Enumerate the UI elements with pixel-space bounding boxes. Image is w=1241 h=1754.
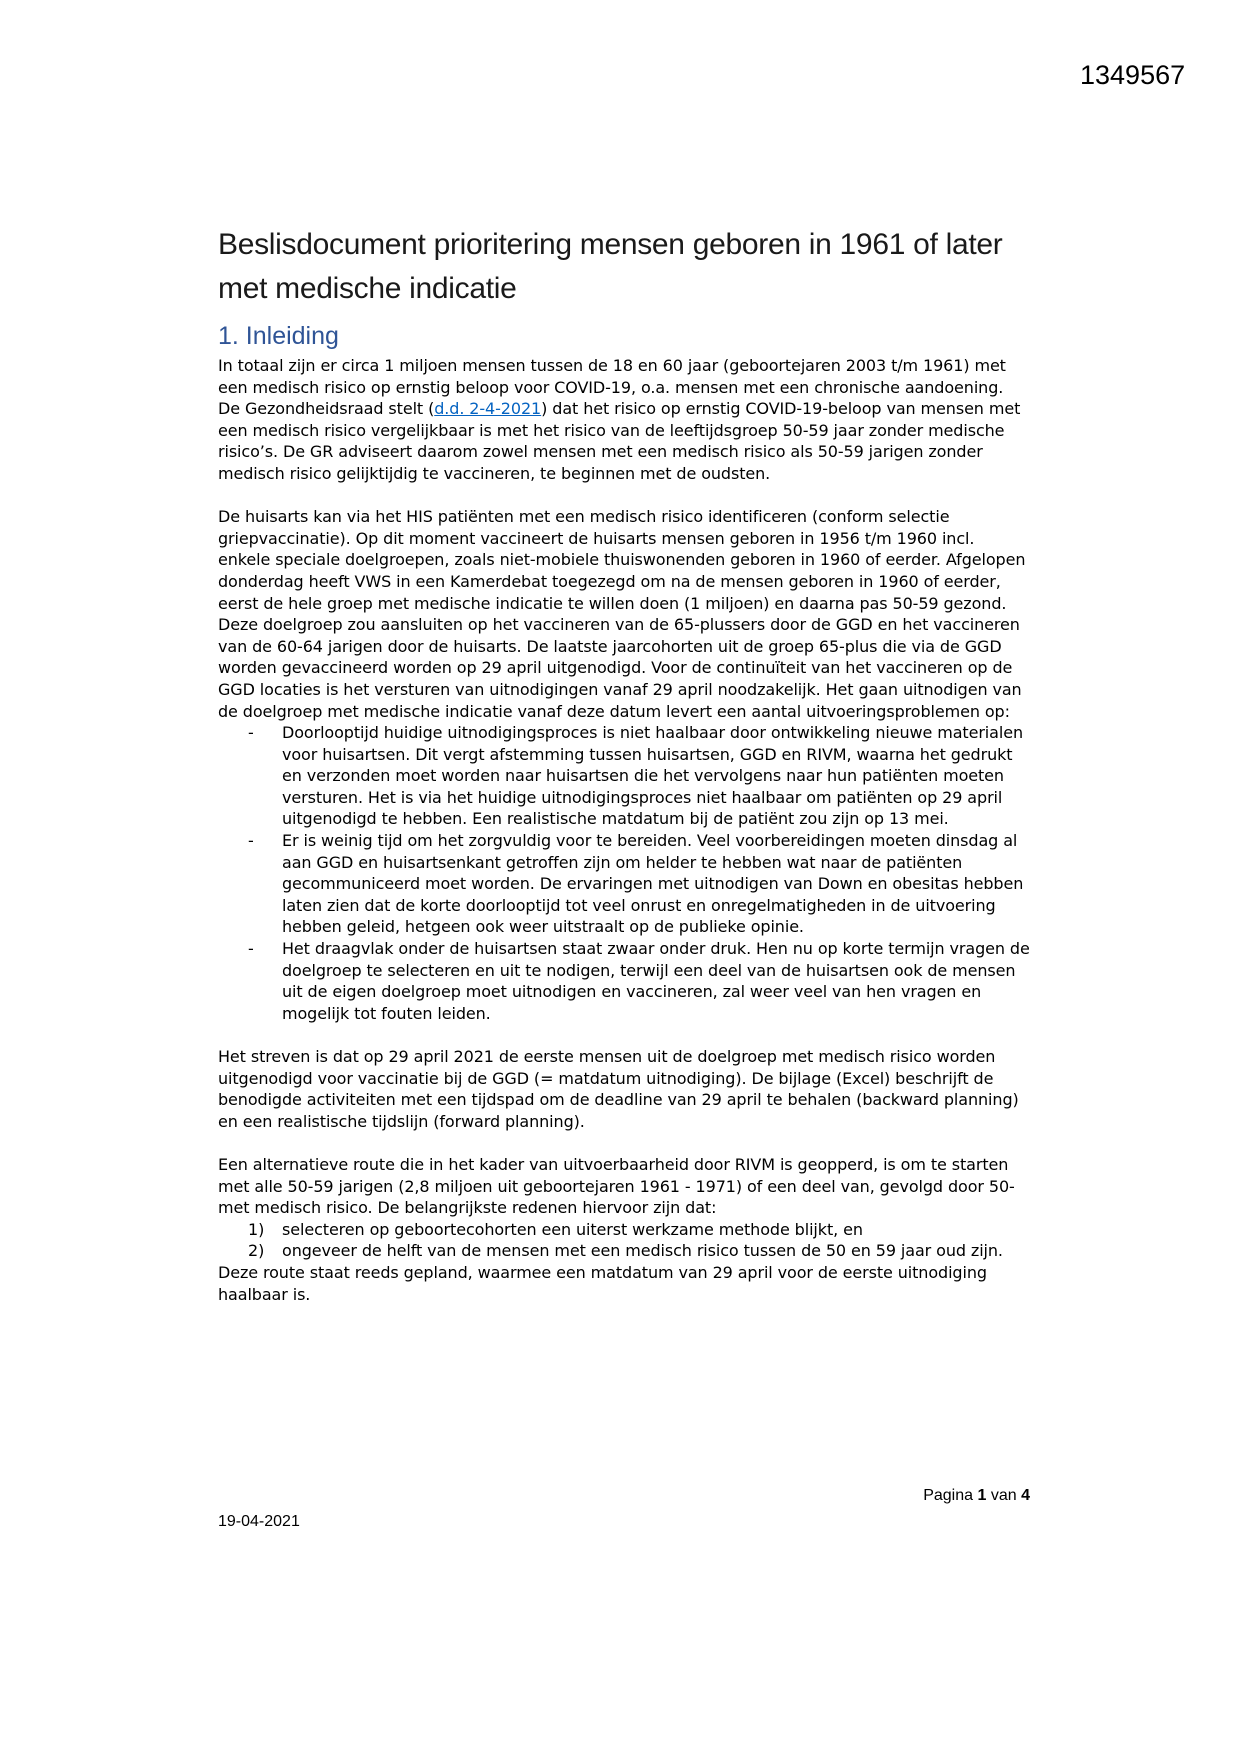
document-body [218, 223, 1030, 1305]
document-title: Beslisdocument prioritering mensen geboren in 1961 of later met medische indicatie [218, 228, 1003, 305]
paragraph-streven: Het streven is dat op 29 april 2021 de eerste mensen uit de doelgroep met medisch risico worden uitgenodigd voor vaccinatie bij de GGD (= matdatum uitnodiging). De bijlage (Excel) beschrijft de benodigde activiteiten met een tijdspad om de deadline van 29 april te behalen (backward planning) en een realistische tijdslijn (forward planning). [218, 1047, 1019, 1131]
list-item-text: Het draagvlak onder de huisartsen staat zwaar onder druk. Hen nu op korte termijn vragen de doelgroep te selecteren en uit te nodigen, terwijl een deel van de huisartsen ook de mensen uit de eigen doelgroep moet uitnodigen en vaccineren, zal weer veel van hen vragen en mogelijk tot fouten leiden. [282, 939, 1030, 1023]
paragraph-intro-text-2: ) dat het risico op ernstig COVID-19-beloop van mensen met een medisch risico vergelijkbaar is met het risico van de leeftijdsgroep 50-59 jaar zonder medische risico’s. De GR adviseert daarom zowel mensen met een medisch risico als 50-59 jarigen zonder medisch risico gelijktijdig te vaccineren, te beginnen met de oudsten. [218, 399, 1021, 483]
page-total: 4 [1021, 1487, 1030, 1504]
list-number: 1) [248, 1219, 265, 1239]
paragraph-intro [218, 355, 1030, 485]
page-of: van [990, 1487, 1017, 1504]
list-item-text: Doorlooptijd huidige uitnodigingsproces is niet haalbaar door ontwikkeling nieuwe materialen voor huisartsen. Dit vergt afstemming tussen huisartsen, GGD en RIVM, waarna het gedrukt en verzonden moet worden naar huisartsen die het vervolgens naar hun patiënten moeten versturen. Het is via het huidige uitnodigingsproces niet haalbaar om patiënten op 29 april uitgenodigd te hebben. Een realistische matdatum bij de patiënt zou zijn op 13 mei. [282, 723, 1023, 829]
page-label: Pagina [923, 1487, 974, 1504]
list-item [248, 830, 1030, 938]
reasons-list [218, 1219, 1030, 1262]
list-item [248, 938, 1030, 1024]
list-bullet: - [248, 939, 254, 959]
document-number: 1349567 [1080, 60, 1186, 90]
document-date: 19-04-2021 [218, 1513, 300, 1530]
paragraph-huisarts: De huisarts kan via het HIS patiënten met een medisch risico identificeren (conform selectie griepvaccinatie). Op dit moment vaccineert de huisarts mensen geboren in 1956 t/m 1960 incl. enkele speciale doelgroepen, zoals niet-mobiele thuiswonenden geboren in 1960 of eerder. Afgelopen donderdag heeft VWS in een Kamerdebat toegezegd om na de mensen geboren in 1960 of eerder, eerst de hele groep met medische indicatie te willen doen (1 miljoen) en daarna pas 50-59 gezond. Deze doelgroep zou aansluiten op het vaccineren van de 65-plussers door de GGD en het vaccineren van de 60-64 jarigen door de huisarts. De laatste jaarcohorten uit de groep 65-plus die via de GGD worden gevaccineerd worden op 29 april uitgenodigd. Voor de continuïteit van het vaccineren op de GGD locaties is het versturen van uitnodigingen vanaf 29 april noodzakelijk. Het gaan uitnodigen van de doelgroep met medische indicatie vanaf deze datum levert een aantal uitvoeringsproblemen op: [218, 507, 1026, 721]
list-item-text: ongeveer de helft van de mensen met een medisch risico tussen de 50 en 59 jaar oud zijn. [282, 1241, 1003, 1261]
list-item [248, 722, 1030, 830]
paragraph-alternatief: Een alternatieve route die in het kader van uitvoerbaarheid door RIVM is geopperd, is om te starten met alle 50-59 jarigen (2,8 miljoen uit geboortejaren 1961 - 1971) of een deel van, gevolgd door 50- met medisch risico. De belangrijkste redenen hiervoor zijn dat: [218, 1154, 1015, 1218]
page-indicator [890, 1487, 1030, 1505]
page-current: 1 [977, 1487, 987, 1504]
section-heading: 1. Inleiding [218, 322, 339, 350]
problems-list [218, 722, 1030, 1024]
list-item [248, 1219, 1030, 1241]
list-bullet: - [248, 831, 254, 851]
list-item-text: selecteren op geboortecohorten een uiterst werkzame methode blijkt, en [282, 1219, 863, 1239]
list-number: 2) [248, 1241, 265, 1261]
gezondheidsraad-link[interactable]: d.d. 2-4-2021 [434, 399, 542, 419]
paragraph-intro-text-1: In totaal zijn er circa 1 miljoen mensen tussen de 18 en 60 jaar (geboortejaren 2003 t/m 1961) met een medisch risico op ernstig beloop voor COVID-19, o.a. mensen met een chronische aandoening. De Gezondheidsraad stelt ( [218, 356, 1006, 419]
paragraph-route: Deze route staat reeds gepland, waarmee een matdatum van 29 april voor de eerste uitnodiging haalbaar is. [218, 1262, 987, 1304]
list-bullet: - [248, 723, 254, 743]
list-item-text: Er is weinig tijd om het zorgvuldig voor te bereiden. Veel voorbereidingen moeten dinsdag al aan GGD en huisartsenkant getroffen zijn om helder te hebben wat naar de patiënten gecommuniceerd moet worden. De ervaringen met uitnodigen van Down en obesitas hebben laten zien dat de korte doorlooptijd tot veel onrust en onregelmatigheden in de uitvoering hebben geleid, hetgeen ook weer uitstraalt op de publieke opinie. [282, 831, 1024, 937]
list-item [248, 1240, 1030, 1262]
